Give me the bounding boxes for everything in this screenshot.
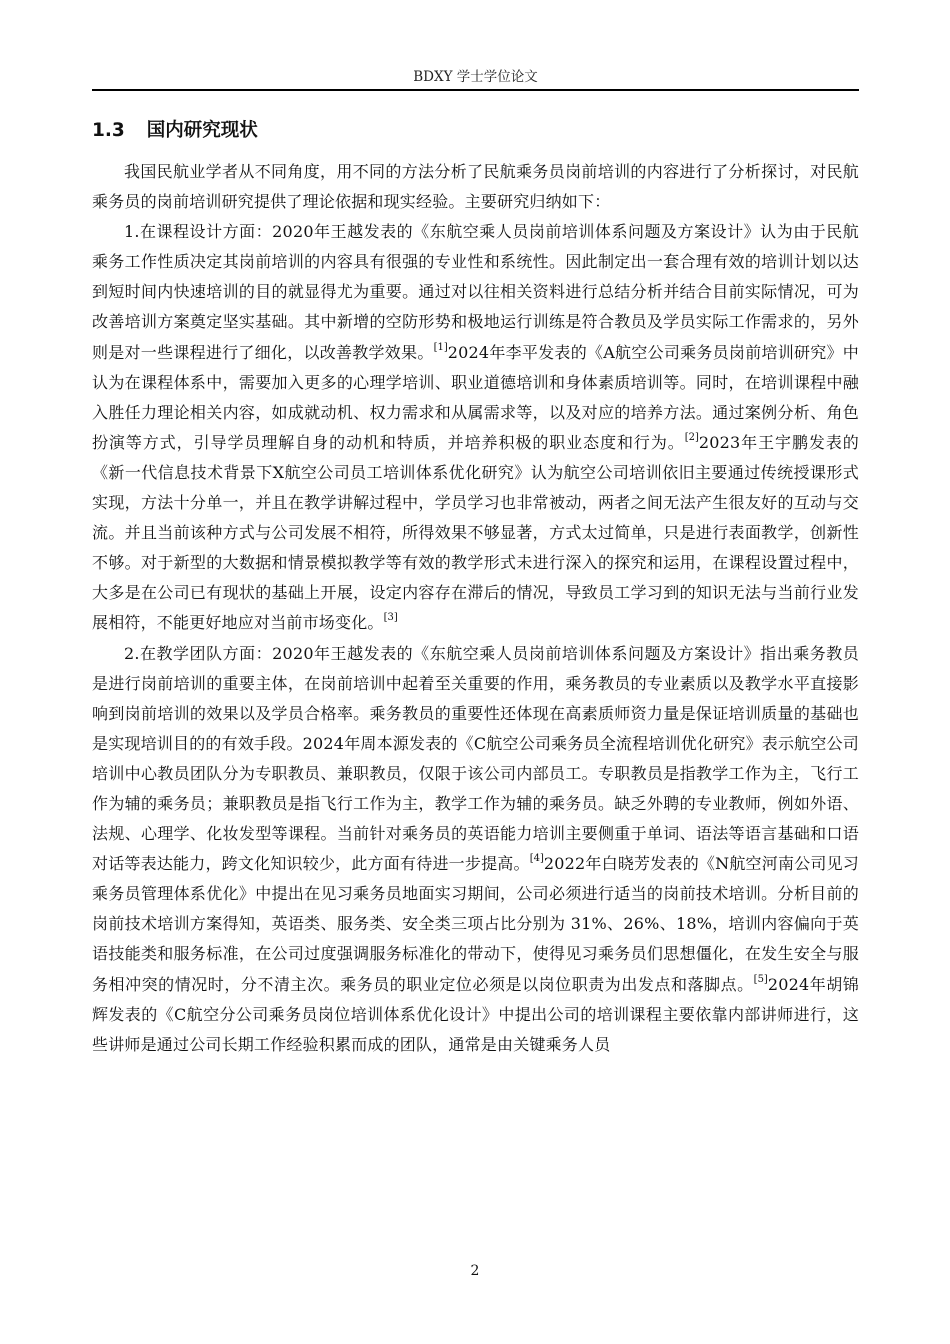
section-title: 国内研究现状 — [146, 120, 258, 141]
body-text — [92, 157, 859, 1060]
header-rule — [92, 89, 859, 91]
paragraph-text: 2022年白晓芳发表的《N航空河南公司见习乘务员管理体系优化》中提出在见习乘务员地面实习期间，公司必须进行适当的岗前技术培训。分析目前的岗前技术培训方案得知，英语类、服务类、安全类三项占比分别为 31%、26%、18%，培训内容偏向于英语技能类和服务标准，在公司过度强调服务标准化的带动下，使得见习乘务员们思想僵化，在发生安全与服务相冲突的情况时，分不清主次。乘务员的职业定位必须是以岗位职责为出发点和落脚点。 — [92, 854, 860, 994]
page-number: 2 — [470, 1263, 480, 1279]
paragraph-text: 2023年王宇鹏发表的《新一代信息技术背景下X航空公司员工培训体系优化研究》认为航空公司培训依旧主要通过传统授课形式实现，方法十分单一，并且在教学讲解过程中，学员学习也非常被动，两者之间无法产生很友好的互动与交流。并且当前该种方式与公司发展不相符，所得效果不够显著，方式太过简单，只是进行表面教学，创新性不够。对于新型的大数据和情景模拟教学等有效的教学形式未进行深入的探究和运用，在课程设置过程中，大多是在公司已有现状的基础上开展，设定内容存在滞后的情况，导致员工学习到的知识无法与当前行业发展相符，不能更好地应对当前市场变化。 — [92, 432, 859, 633]
paragraph-intro: 我国民航业学者从不同角度，用不同的方法分析了民航乘务员岗前培训的内容进行了分析探讨，对民航乘务员的岗前培训研究提供了理论依据和现实经验。主要研究归纳如下： — [92, 162, 859, 212]
citation-ref: [2] — [684, 431, 699, 443]
section-number: 1.3 — [92, 120, 125, 141]
paragraph-text: 2.在教学团队方面：2020年王越发表的《东航空乘人员岗前培训体系问题及方案设计》指出乘务教员是进行岗前培训的重要主体，在岗前培训中起着至关重要的作用，乘务教员的专业素质以及教学水平直接影响到岗前培训的效果以及学员合格率。乘务教员的重要性还体现在高素质师资力量是保证培训质量的基础也是实现培训目的的有效手段。2024年周本源发表的《C航空公司乘务员全流程培训优化研究》表示航空公司培训中心教员团队分为专职教员、兼职教员，仅限于该公司内部员工。专职教员是指教学工作为主，飞行工作为辅的乘务员；兼职教员是指飞行工作为主，教学工作为辅的乘务员。缺乏外聘的专业教师，例如外语、法规、心理学、化妆发型等课程。当前针对乘务员的英语能力培训主要侧重于单词、语法等语言基础和口语对话等表达能力，跨文化知识较少，此方面有待进一步提高。 — [92, 643, 859, 874]
paragraph-text: 1.在课程设计方面：2020年王越发表的《东航空乘人员岗前培训体系问题及方案设计》认为由于民航乘务工作性质决定其岗前培训的内容具有很强的专业性和系统性。因此制定出一套合理有效的培训计划以达到短时间内快速培训的目的就显得尤为重要。通过对以往相关资料进行总结分析并结合目前实际情况，可为改善培训方案奠定坚实基础。其中新增的空防形势和极地运行训练是符合教员及学员实际工作需求的，另外则是对一些课程进行了细化，以改善教学效果。 — [92, 222, 859, 362]
paragraph-text: 2024年胡锦辉发表的《C航空分公司乘务员岗位培训体系优化设计》中提出公司的培训课程主要依靠内部讲师进行，这些讲师是通过公司长期工作经验积累而成的团队，通常是由关键乘务人员 — [92, 974, 859, 1054]
citation-ref: [1] — [433, 341, 448, 353]
paragraph-course-design — [92, 217, 859, 638]
paragraph-teaching-team — [92, 639, 859, 1060]
running-header: BDXY 学士学位论文 — [413, 69, 538, 85]
citation-ref: [4] — [529, 853, 544, 865]
section-heading — [92, 118, 258, 144]
paragraph-text: 2024年李平发表的《A航空公司乘务员岗前培训研究》中认为在课程体系中，需要加入更多的心理学培训、职业道德培训和身体素质培训等。同时，在培训课程中融入胜任力理论相关内容，如成就动机、权力需求和从属需求等，以及对应的培养方法。通过案例分析、角色扮演等方式，引导学员理解自身的动机和特质，并培养积极的职业态度和行为。 — [92, 342, 859, 452]
citation-ref: [3] — [383, 612, 398, 624]
citation-ref: [5] — [753, 973, 768, 985]
